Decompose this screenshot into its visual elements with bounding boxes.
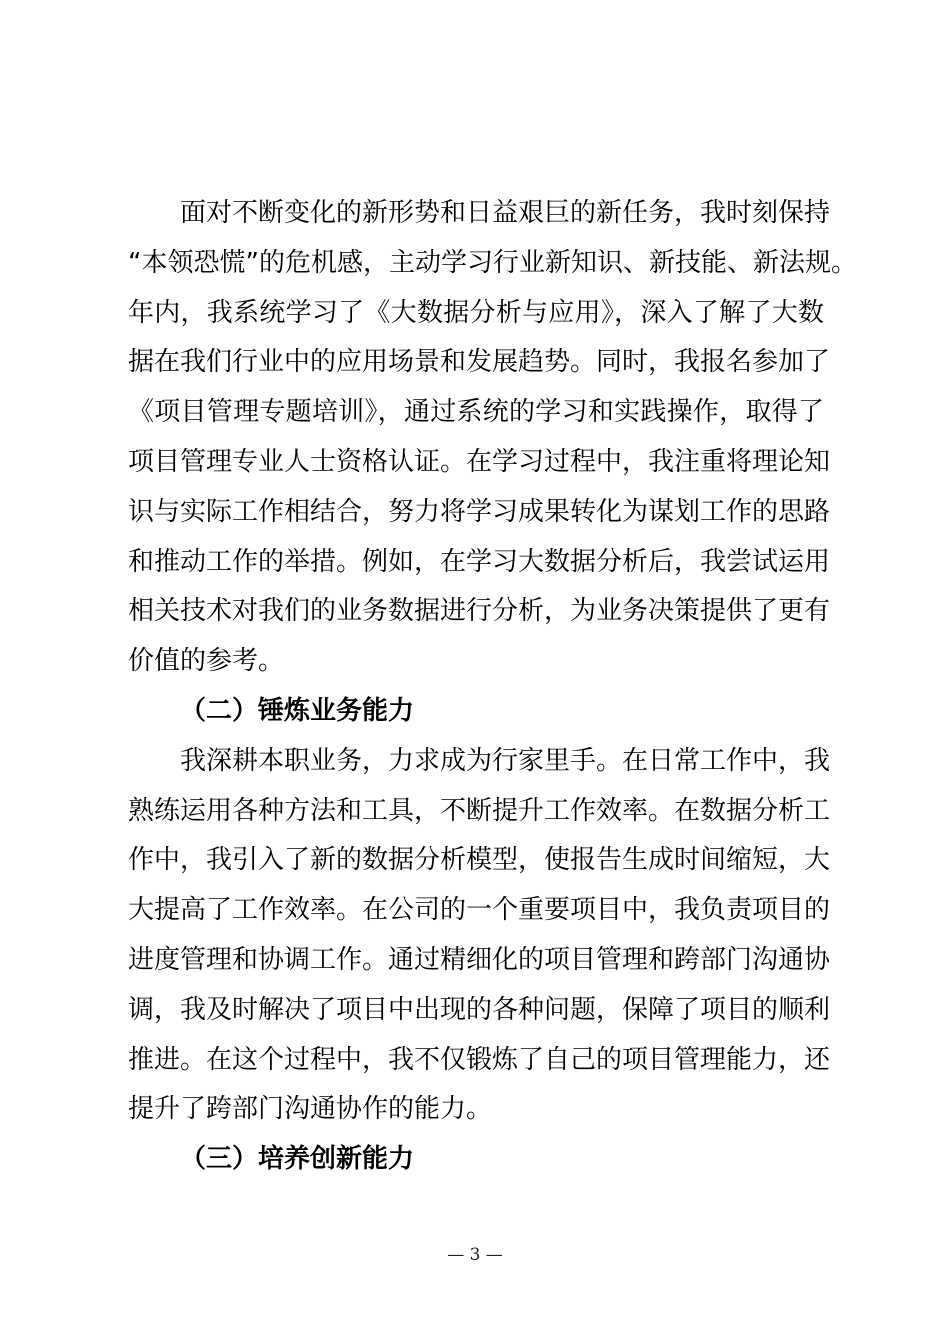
text-line: 年内，我系统学习了《大数据分析与应用》，深入了解了大数	[128, 297, 824, 328]
page-number: — 3 —	[447, 1245, 503, 1265]
paragraph	[128, 737, 831, 1135]
text-line: “本领恐慌”的危机感，主动学习行业新知识、新技能、新法规。	[128, 247, 857, 278]
section-heading: （三）培养创新能力	[180, 1144, 415, 1175]
text-line: 熟练运用各种方法和工具，不断提升工作效率。在数据分析工	[128, 795, 831, 826]
text-line: 我深耕本职业务，力求成为行家里手。在日常工作中，我	[180, 745, 831, 776]
text-line: 提升了跨部门沟通协作的能力。	[128, 1094, 493, 1125]
text-line: 相关技术对我们的业务数据进行分析，为业务决策提供了更有	[128, 596, 831, 627]
section-heading: （二）锤炼业务能力	[180, 695, 415, 726]
document-body	[128, 189, 857, 1185]
text-line: 和推动工作的举措。例如，在学习大数据分析后，我尝试运用	[128, 546, 831, 577]
text-line: 作中，我引入了新的数据分析模型，使报告生成时间缩短，大	[128, 845, 831, 876]
text-line: 进度管理和协调工作。通过精细化的项目管理和跨部门沟通协	[128, 944, 831, 975]
paragraph	[128, 189, 857, 687]
text-line: 项目管理专业人士资格认证。在学习过程中，我注重将理论知	[128, 446, 831, 477]
text-line: 识与实际工作相结合，努力将学习成果转化为谋划工作的思路	[128, 496, 831, 527]
text-line: 大提高了工作效率。在公司的一个重要项目中，我负责项目的	[128, 895, 831, 926]
text-line: 《项目管理专题培训》，通过系统的学习和实践操作，取得了	[128, 397, 824, 428]
text-line: 推进。在这个过程中，我不仅锻炼了自己的项目管理能力，还	[128, 1044, 831, 1075]
text-line: 据在我们行业中的应用场景和发展趋势。同时，我报名参加了	[128, 347, 831, 378]
text-line: 价值的参考。	[128, 646, 285, 677]
text-line: 面对不断变化的新形势和日益艰巨的新任务，我时刻保持	[180, 198, 831, 228]
text-line: 调，我及时解决了项目中出现的各种问题，保障了项目的顺利	[128, 994, 831, 1025]
